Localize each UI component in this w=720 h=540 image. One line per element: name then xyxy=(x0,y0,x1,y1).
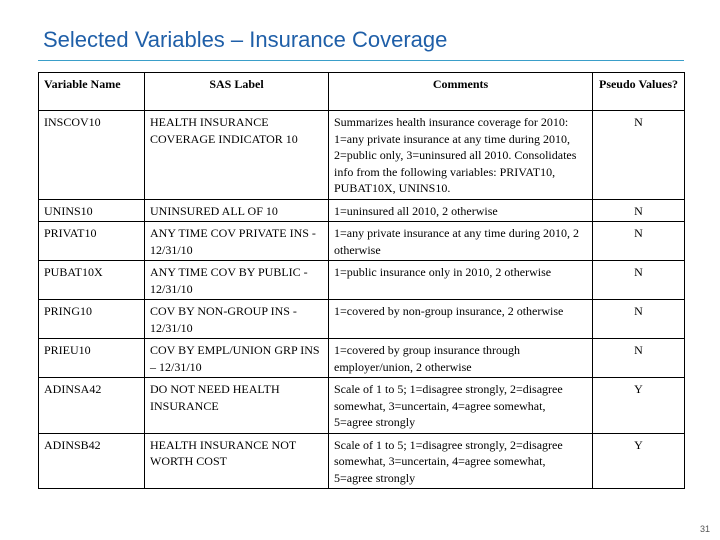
cell-comments: Scale of 1 to 5; 1=disagree strongly, 2=disagree somewhat, 3=uncertain, 4=agree somewhat, 5=agree strongly xyxy=(329,433,593,489)
cell-comments: Summarizes health insurance coverage for 2010: 1=any private insurance at any time during 2010, 2=public only, 3=uninsured all 2010. Consolidates info from the following variables: PRIVAT10, PUBAT10X, UNINS10. xyxy=(329,111,593,200)
table-row xyxy=(39,339,685,378)
cell-comments: 1=any private insurance at any time during 2010, 2 otherwise xyxy=(329,222,593,261)
cell-pseudo-value: Y xyxy=(593,378,685,434)
cell-variable-name: INSCOV10 xyxy=(39,111,145,200)
table-header-row xyxy=(39,73,685,111)
table-row xyxy=(39,111,685,200)
table-row xyxy=(39,433,685,489)
cell-variable-name: PRIVAT10 xyxy=(39,222,145,261)
cell-pseudo-value: N xyxy=(593,111,685,200)
cell-pseudo-value: N xyxy=(593,261,685,300)
header-pseudo-values: Pseudo Values? xyxy=(593,73,685,111)
table-row xyxy=(39,199,685,222)
cell-pseudo-value: Y xyxy=(593,433,685,489)
cell-sas-label: DO NOT NEED HEALTH INSURANCE xyxy=(145,378,329,434)
cell-comments: Scale of 1 to 5; 1=disagree strongly, 2=disagree somewhat, 3=uncertain, 4=agree somewhat, 5=agree strongly xyxy=(329,378,593,434)
cell-variable-name: PRIEU10 xyxy=(39,339,145,378)
cell-comments: 1=public insurance only in 2010, 2 otherwise xyxy=(329,261,593,300)
slide-title: Selected Variables – Insurance Coverage xyxy=(43,27,448,52)
header-comments: Comments xyxy=(329,73,593,111)
title-divider xyxy=(38,60,684,61)
cell-sas-label: COV BY NON-GROUP INS - 12/31/10 xyxy=(145,300,329,339)
cell-variable-name: PUBAT10X xyxy=(39,261,145,300)
header-variable-name: Variable Name xyxy=(39,73,145,111)
cell-comments: 1=covered by group insurance through employer/union, 2 otherwise xyxy=(329,339,593,378)
cell-variable-name: ADINSB42 xyxy=(39,433,145,489)
page-number: 31 xyxy=(699,524,710,534)
cell-variable-name: ADINSA42 xyxy=(39,378,145,434)
header-sas-label: SAS Label xyxy=(145,73,329,111)
cell-pseudo-value: N xyxy=(593,300,685,339)
cell-sas-label: ANY TIME COV BY PUBLIC - 12/31/10 xyxy=(145,261,329,300)
cell-pseudo-value: N xyxy=(593,199,685,222)
table-row xyxy=(39,378,685,434)
cell-sas-label: ANY TIME COV PRIVATE INS - 12/31/10 xyxy=(145,222,329,261)
cell-pseudo-value: N xyxy=(593,339,685,378)
cell-sas-label: COV BY EMPL/UNION GRP INS – 12/31/10 xyxy=(145,339,329,378)
cell-variable-name: UNINS10 xyxy=(39,199,145,222)
cell-pseudo-value: N xyxy=(593,222,685,261)
cell-comments: 1=uninsured all 2010, 2 otherwise xyxy=(329,199,593,222)
cell-sas-label: HEALTH INSURANCE COVERAGE INDICATOR 10 xyxy=(145,111,329,200)
cell-sas-label: UNINSURED ALL OF 10 xyxy=(145,199,329,222)
cell-comments: 1=covered by non-group insurance, 2 otherwise xyxy=(329,300,593,339)
table-row xyxy=(39,300,685,339)
table-row xyxy=(39,222,685,261)
cell-variable-name: PRING10 xyxy=(39,300,145,339)
variables-table xyxy=(38,72,685,489)
cell-sas-label: HEALTH INSURANCE NOT WORTH COST xyxy=(145,433,329,489)
table-row xyxy=(39,261,685,300)
